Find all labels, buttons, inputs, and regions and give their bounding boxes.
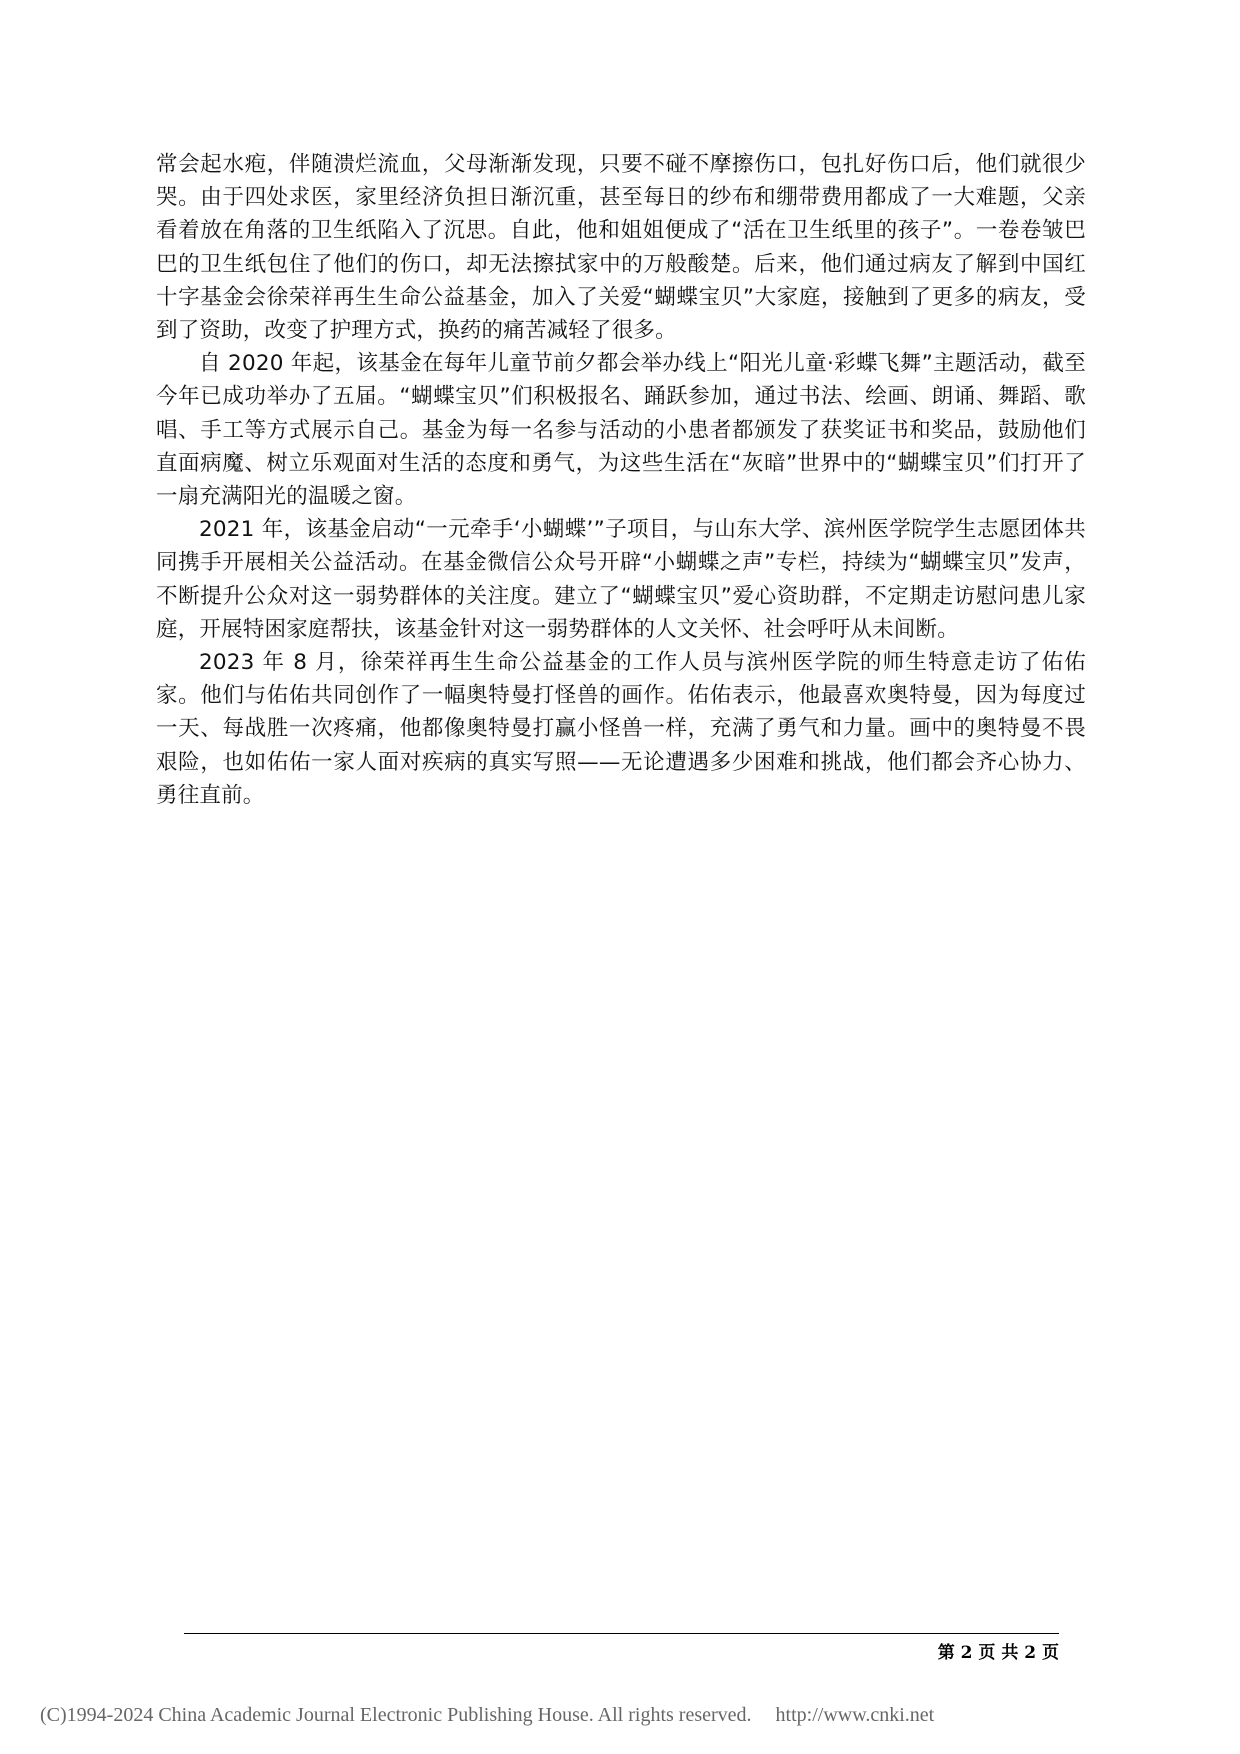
footer-divider xyxy=(184,1633,1059,1634)
cnki-url: http://www.cnki.net xyxy=(775,1704,935,1726)
paragraph-continued: 常会起水疱，伴随溃烂流血，父母渐渐发现，只要不碰不摩擦伤口，包扎好伤口后，他们就很少哭。由于四处求医，家里经济负担日渐沉重，甚至每日的纱布和绷带费用都成了一大难题，父亲看着放在角落的卫生纸陷入了沉思。自此，他和姐姐便成了“活在卫生纸里的孩子”。一卷卷皱巴巴的卫生纸包住了他们的伤口，却无法擦拭家中的万般酸楚。后来，他们通过病友了解到中国红十字基金会徐荣祥再生生命公益基金，加入了关爱“蝴蝶宝贝”大家庭，接触到了更多的病友，受到了资助，改变了护理方式，换药的痛苦减轻了很多。 xyxy=(156,152,1086,344)
paragraph-2021-project: 2021 年，该基金启动“一元牵手‘小蝴蝶’”子项目，与山东大学、滨州医学院学生志愿团体共同携手开展相关公益活动。在基金微信公众号开辟“小蝴蝶之声”专栏，持续为“蝴蝶宝贝”发声，不断提升公众对这一弱势群体的关注度。建立了“蝴蝶宝贝”爱心资助群，不定期走访慰问患儿家庭，开展特困家庭帮扶，该基金针对这一弱势群体的人文关怀、社会呼吁从未间断。 xyxy=(156,517,1086,642)
paragraph-2020-activities: 自 2020 年起，该基金在每年儿童节前夕都会举办线上“阳光儿童·彩蝶飞舞”主题活动，截至今年已成功举办了五届。“蝴蝶宝贝”们积极报名、踊跃参加，通过书法、绘画、朗诵、舞蹈、歌唱、手工等方式展示自己。基金为每一名参与活动的小患者都颁发了获奖证书和奖品，鼓励他们直面病魔、树立乐观面对生活的态度和勇气，为这些生活在“灰暗”世界中的“蝴蝶宝贝”们打开了一扇充满阳光的温暖之窗。 xyxy=(156,351,1086,510)
copyright-notice: (C)1994-2024 China Academic Journal Electronic Publishing House. All rights reserved. xyxy=(40,1704,752,1726)
page-number: 第 2 页 共 2 页 xyxy=(937,1643,1059,1663)
paragraph-2023-visit: 2023 年 8 月，徐荣祥再生生命公益基金的工作人员与滨州医学院的师生特意走访了佑佑家。他们与佑佑共同创作了一幅奥特曼打怪兽的画作。佑佑表示，他最喜欢奥特曼，因为每度过一天、每战胜一次疼痛，他都像奥特曼打赢小怪兽一样，充满了勇气和力量。画中的奥特曼不畏艰险，也如佑佑一家人面对疾病的真实写照——无论遭遇多少困难和挑战，他们都会齐心协力、勇往直前。 xyxy=(156,650,1086,808)
copyright-line xyxy=(40,1701,1200,1729)
article-body xyxy=(156,148,1086,812)
